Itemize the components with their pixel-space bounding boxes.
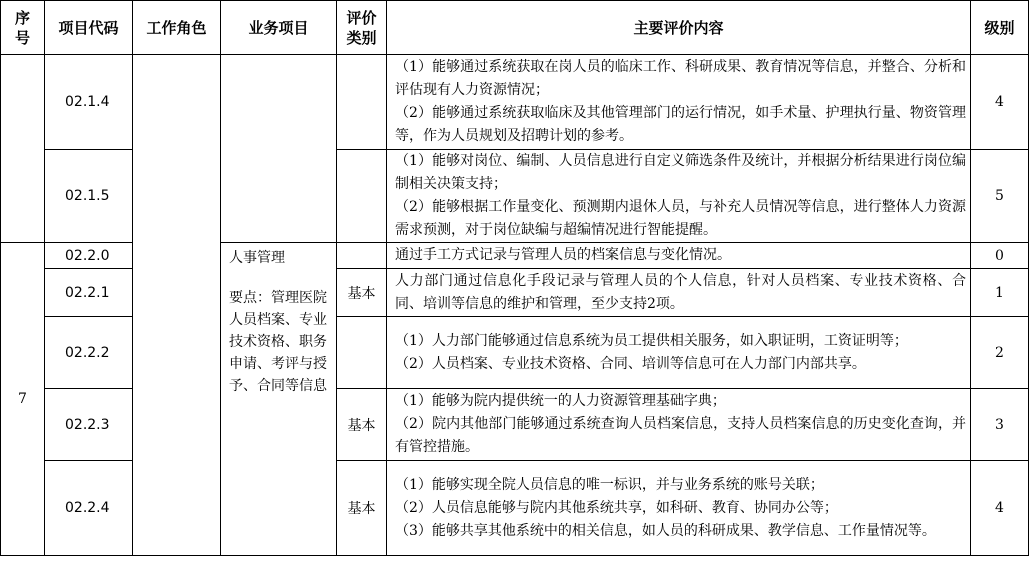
level-cell: 3 [971, 389, 1029, 461]
evaluation-content [387, 150, 971, 243]
content-line: （1）能够为院内提供统一的人力资源管理基础字典； [395, 393, 726, 409]
item-code: 02.2.4 [45, 461, 133, 556]
content-line: （2）人员档案、专业技术资格、合同、培训等信息可在人力部门内部共享。 [395, 355, 866, 372]
category-cell: 基本 [337, 269, 387, 317]
level-cell: 5 [971, 150, 1029, 243]
item-code: 02.2.1 [45, 269, 133, 317]
header-role: 工作角色 [133, 1, 221, 55]
header-seq: 序号 [1, 1, 45, 55]
business-title: 人事管理 [229, 250, 285, 266]
role-cell [133, 55, 221, 556]
business-cell-empty [221, 55, 337, 243]
evaluation-content [387, 55, 971, 150]
header-row [1, 1, 1029, 55]
level-cell: 1 [971, 269, 1029, 317]
header-code: 项目代码 [45, 1, 133, 55]
item-code: 02.2.0 [45, 243, 133, 269]
evaluation-content [387, 317, 971, 389]
header-level: 级别 [971, 1, 1029, 55]
content-line: 通过手工方式记录与管理人员的档案信息与变化情况。 [395, 247, 731, 263]
content-line: （1）人力部门能够通过信息系统为员工提供相关服务，如入职证明，工资证明等； [395, 332, 908, 349]
seq-cell-empty [1, 55, 45, 243]
content-line: （2）人员信息能够与院内其他系统共享，如科研、教育、协同办公等； [395, 499, 838, 516]
evaluation-content [387, 461, 971, 556]
content-line: （2）能够根据工作量变化、预测期内退休人员，与补充人员情况等信息，进行整体人力资源需求预测，对于岗位缺编与超编情况进行智能提醒。 [395, 199, 966, 238]
header-business: 业务项目 [221, 1, 337, 55]
header-content: 主要评价内容 [387, 1, 971, 55]
category-cell [337, 55, 387, 150]
item-code: 02.2.2 [45, 317, 133, 389]
item-code: 02.1.5 [45, 150, 133, 243]
content-line: （1）能够通过系统获取在岗人员的临床工作、科研成果、教育情况等信息，并整合、分析和评估现有人力资源情况； [395, 59, 966, 98]
content-line: （1）能够实现全院人员信息的唯一标识，并与业务系统的账号关联； [395, 476, 824, 493]
item-code: 02.1.4 [45, 55, 133, 150]
seq-number: 7 [1, 243, 45, 556]
evaluation-content [387, 243, 971, 269]
category-cell [337, 150, 387, 243]
evaluation-content [387, 389, 971, 461]
level-cell: 4 [971, 55, 1029, 150]
evaluation-content [387, 269, 971, 317]
business-points: 要点：管理医院人员档案、专业技术资格、职务申请、考评与授予、合同等信息 [229, 290, 327, 394]
content-line: （2）院内其他部门能够通过系统查询人员档案信息，支持人员档案信息的历史变化查询，并有管控措施。 [395, 416, 966, 455]
header-category: 评价类别 [337, 1, 387, 55]
content-line: （2）能够通过系统获取临床及其他管理部门的运行情况，如手术量、护理执行量、物资管理等，作为人员规划及招聘计划的参考。 [395, 105, 966, 144]
category-cell [337, 243, 387, 269]
category-cell [337, 317, 387, 389]
level-cell: 0 [971, 243, 1029, 269]
content-line: （1）能够对岗位、编制、人员信息进行自定义筛选条件及统计，并根据分析结果进行岗位编制相关决策支持； [395, 153, 966, 192]
category-cell: 基本 [337, 389, 387, 461]
level-cell: 4 [971, 461, 1029, 556]
business-item [221, 243, 337, 556]
content-line: （3）能够共享其他系统中的相关信息，如人员的科研成果、教学信息、工作量情况等。 [395, 522, 936, 539]
item-code: 02.2.3 [45, 389, 133, 461]
category-cell: 基本 [337, 461, 387, 556]
content-line: 人力部门通过信息化手段记录与管理人员的个人信息，针对人员档案、专业技术资格、合同、培训等信息的维护和管理，至少支持2项。 [395, 272, 966, 312]
table-row [1, 55, 1029, 150]
level-cell: 2 [971, 317, 1029, 389]
